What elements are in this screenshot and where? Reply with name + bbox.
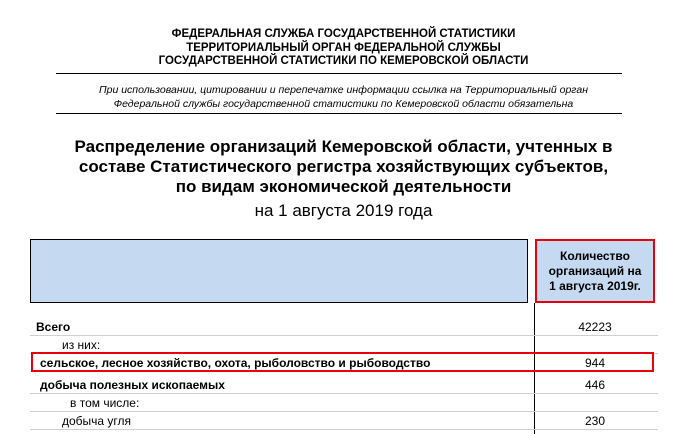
highlight-box	[31, 352, 654, 372]
notice-line-2: Федеральной службы государственной статистики по Кемеровской области обязательна	[113, 97, 574, 110]
agency-line-2: ТЕРРИТОРИАЛЬНЫЙ ОРГАН ФЕДЕРАЛЬНОЙ СЛУЖБЫ	[186, 41, 501, 54]
column-header-line-1: Количество	[560, 248, 630, 263]
agency-header	[0, 28, 687, 69]
row-divider	[30, 429, 658, 430]
table-header-label-cell	[30, 239, 528, 303]
table-header-count	[535, 239, 655, 303]
data-table	[30, 239, 658, 434]
table-row	[30, 376, 658, 394]
citation-notice	[0, 84, 687, 111]
column-header-line-3: 1 августа 2019г.	[549, 278, 641, 293]
divider-bottom	[56, 113, 622, 114]
row-value: 446	[584, 378, 606, 392]
table-row	[30, 318, 658, 336]
row-label: сельское, лесное хозяйство, охота, рыболовство и рыбоводство	[40, 356, 431, 370]
row-label: из них:	[62, 338, 101, 352]
row-label: Всего	[36, 320, 71, 334]
title-line-1: Распределение организаций Кемеровской области, учтенных в	[74, 137, 613, 156]
document-title	[0, 137, 687, 197]
agency-line-3: ГОСУДАРСТВЕННОЙ СТАТИСТИКИ ПО КЕМЕРОВСКОЙ ОБЛАСТИ	[158, 55, 529, 67]
row-value: 42223	[578, 320, 612, 334]
column-header-line-2: организаций на	[548, 263, 642, 278]
table-row	[30, 394, 658, 412]
title-line-3: по видам экономической деятельности	[175, 177, 512, 196]
divider-top	[56, 73, 622, 74]
title-date: на 1 августа 2019 года	[254, 201, 433, 220]
title-line-2: составе Статистического регистра хозяйствующих субъектов,	[78, 157, 609, 176]
row-value: 230	[584, 414, 606, 428]
notice-line-1: При использовании, цитировании и перепечатке информации ссылка на Территориальный орган	[99, 84, 588, 96]
agency-line-1: ФЕДЕРАЛЬНАЯ СЛУЖБА ГОСУДАРСТВЕННОЙ СТАТИСТИКИ	[171, 28, 516, 40]
row-label: добыча полезных ископаемых	[40, 378, 225, 392]
row-value: 944	[584, 356, 606, 370]
row-label: добыча угля	[62, 414, 132, 428]
table-row	[30, 412, 658, 430]
row-label: в том числе:	[70, 396, 140, 410]
